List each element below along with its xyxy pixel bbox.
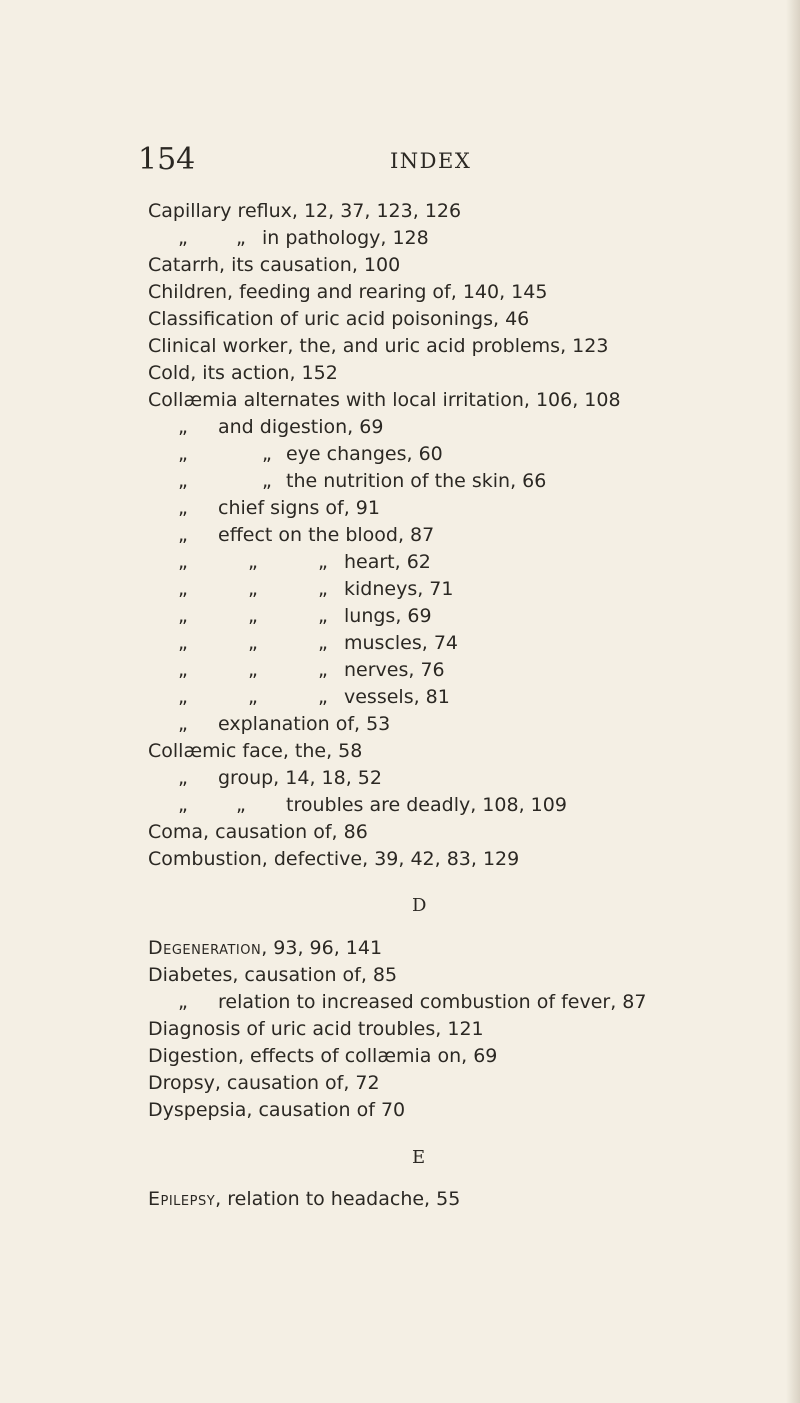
ditto-mark: „ [178, 443, 188, 465]
ditto-mark: „ [318, 551, 328, 573]
index-entry: Digestion, effects of collæmia on, 69 [148, 1045, 498, 1067]
ditto-mark: „ [178, 632, 188, 654]
index-subentry: and digestion, 69 [218, 416, 384, 438]
ditto-mark: „ [318, 659, 328, 681]
index-subentry: chief signs of, 91 [218, 497, 380, 519]
index-entry: Collæmia alternates with local irritation, 106, 108 [148, 389, 621, 411]
index-subentry: heart, 62 [344, 551, 431, 573]
page-number: 154 [138, 142, 196, 177]
index-subentry: eye changes, 60 [286, 443, 443, 465]
index-entry: Capillary reflux, 12, 37, 123, 126 [148, 200, 462, 222]
ditto-mark: „ [178, 551, 188, 573]
index-subentry: relation to increased combustion of fever, 87 [218, 991, 647, 1013]
index-subentry: effect on the blood, 87 [218, 524, 435, 546]
index-entry [148, 1186, 460, 1212]
ditto-mark: „ [248, 659, 258, 681]
index-entry: Children, feeding and rearing of, 140, 145 [148, 281, 548, 303]
ditto-mark: „ [178, 794, 188, 816]
entry-lead-small-caps: Degeneration [148, 937, 262, 959]
page-header [138, 142, 658, 182]
index-entry: Dropsy, causation of, 72 [148, 1072, 380, 1094]
ditto-mark: „ [236, 794, 246, 816]
ditto-mark: „ [248, 578, 258, 600]
ditto-mark: „ [178, 578, 188, 600]
index-entry [148, 935, 382, 961]
ditto-mark: „ [248, 605, 258, 627]
ditto-mark: „ [318, 605, 328, 627]
index-entry: Combustion, defective, 39, 42, 83, 129 [148, 848, 520, 870]
ditto-mark: „ [178, 767, 188, 789]
ditto-mark: „ [178, 713, 188, 735]
running-head: INDEX [390, 149, 472, 173]
ditto-mark: „ [318, 578, 328, 600]
ditto-mark: „ [178, 227, 188, 249]
index-entry: Clinical worker, the, and uric acid problems, 123 [148, 335, 609, 357]
ditto-mark: „ [248, 686, 258, 708]
entry-pages: , 93, 96, 141 [261, 937, 383, 959]
index-subentry: lungs, 69 [344, 605, 432, 627]
index-entry: Diagnosis of uric acid troubles, 121 [148, 1018, 484, 1040]
index-entry: Diabetes, causation of, 85 [148, 964, 398, 986]
ditto-mark: „ [178, 659, 188, 681]
ditto-mark: „ [248, 632, 258, 654]
ditto-mark: „ [178, 524, 188, 546]
index-entry: Catarrh, its causation, 100 [148, 254, 401, 276]
index-subentry: nerves, 76 [344, 659, 445, 681]
index-entry: Collæmic face, the, 58 [148, 740, 363, 762]
index-entry: Cold, its action, 152 [148, 362, 338, 384]
ditto-mark: „ [262, 443, 272, 465]
index-subentry: kidneys, 71 [344, 578, 454, 600]
section-letter-d: D [412, 895, 427, 916]
ditto-mark: „ [248, 551, 258, 573]
ditto-mark: „ [178, 497, 188, 519]
index-entry: Classification of uric acid poisonings, 46 [148, 308, 530, 330]
ditto-mark: „ [318, 686, 328, 708]
ditto-mark: „ [318, 632, 328, 654]
ditto-mark: „ [236, 227, 246, 249]
ditto-mark: „ [178, 470, 188, 492]
ditto-mark: „ [178, 991, 188, 1013]
ditto-mark: „ [178, 686, 188, 708]
ditto-mark: „ [178, 605, 188, 627]
index-subentry: in pathology, 128 [262, 227, 429, 249]
ditto-mark: „ [262, 470, 272, 492]
index-subentry: muscles, 74 [344, 632, 459, 654]
section-letter-e: E [412, 1147, 426, 1168]
index-subentry: explanation of, 53 [218, 713, 391, 735]
index-subentry: vessels, 81 [344, 686, 450, 708]
index-entry: Coma, causation of, 86 [148, 821, 368, 843]
index-subentry: group, 14, 18, 52 [218, 767, 382, 789]
ditto-mark: „ [178, 416, 188, 438]
index-subentry: the nutrition of the skin, 66 [286, 470, 547, 492]
entry-lead-small-caps: Epilepsy [148, 1188, 216, 1210]
entry-pages: , relation to headache, 55 [215, 1188, 461, 1210]
index-subentry: troubles are deadly, 108, 109 [286, 794, 567, 816]
page-edge-shadow [786, 0, 800, 1403]
index-entry: Dyspepsia, causation of 70 [148, 1099, 406, 1121]
